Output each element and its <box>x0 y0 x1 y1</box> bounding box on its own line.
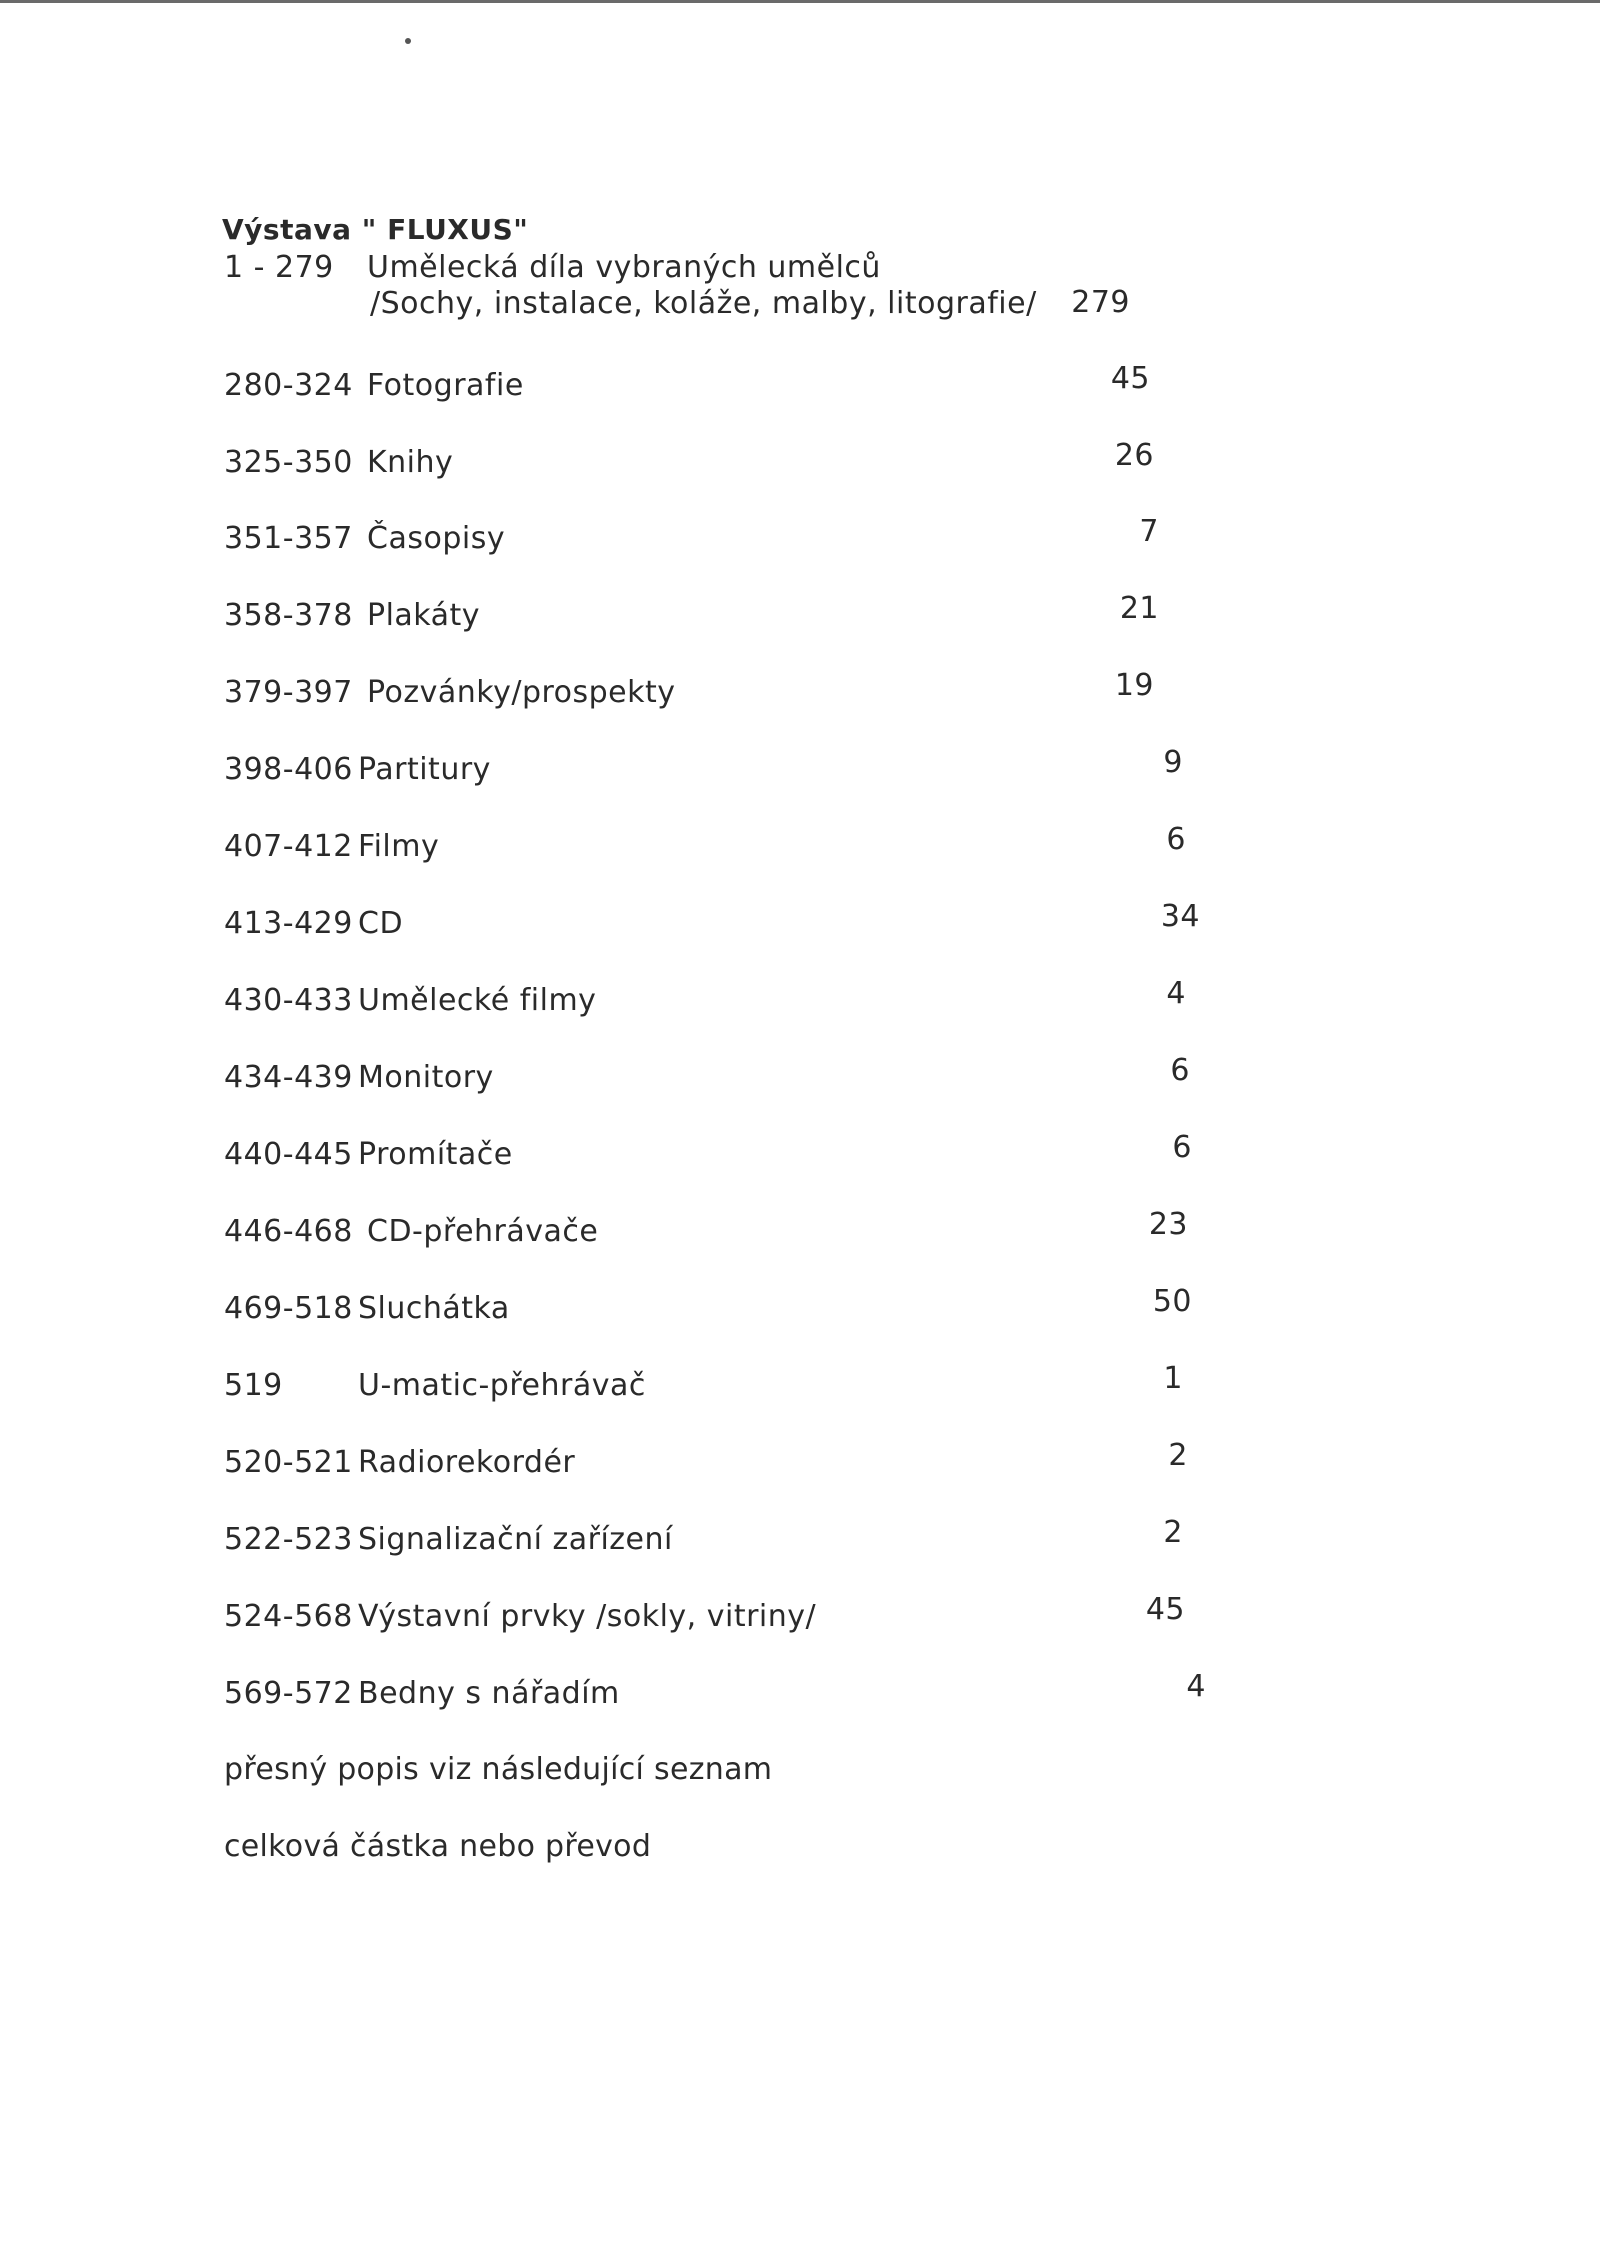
item-description: Promítače <box>358 1137 513 1172</box>
item-description: Fotografie <box>367 368 524 403</box>
item-description-detail: /Sochy, instalace, koláže, malby, litografie/ <box>370 286 1037 321</box>
item-description: Bedny s nářadím <box>358 1676 620 1711</box>
item-count: 6 <box>1166 822 1186 857</box>
document-title: Výstava " FLUXUS" <box>222 213 529 246</box>
item-count: 23 <box>1148 1207 1188 1242</box>
item-range: 469-518 <box>224 1291 353 1326</box>
item-count: 279 <box>1071 285 1130 320</box>
item-range: 520-521 <box>224 1445 353 1480</box>
item-count: 2 <box>1163 1515 1183 1550</box>
item-range: 446-468 <box>224 1214 353 1249</box>
item-description: Monitory <box>358 1060 494 1095</box>
item-count: 34 <box>1160 899 1200 934</box>
item-range: 519 <box>224 1368 283 1403</box>
item-description: Sluchátka <box>358 1291 510 1326</box>
item-description: CD <box>358 906 404 941</box>
item-range: 1 - 279 <box>224 250 334 285</box>
item-description: Signalizační zařízení <box>358 1522 673 1557</box>
scan-edge <box>0 0 1600 3</box>
item-range: 440-445 <box>224 1137 353 1172</box>
item-description: Knihy <box>367 445 454 480</box>
item-count: 7 <box>1139 514 1159 549</box>
item-range: 325-350 <box>224 445 353 480</box>
item-count: 19 <box>1114 668 1154 703</box>
item-range: 358-378 <box>224 598 353 633</box>
item-range: 398-406 <box>224 752 353 787</box>
item-count: 4 <box>1186 1669 1206 1704</box>
note-total: celková částka nebo převod <box>224 1829 652 1864</box>
item-description: Umělecké filmy <box>358 983 597 1018</box>
item-description: Radiorekordér <box>358 1445 576 1480</box>
item-range: 569-572 <box>224 1676 353 1711</box>
item-description: U-matic-přehrávač <box>358 1368 646 1403</box>
item-range: 430-433 <box>224 983 353 1018</box>
item-count: 2 <box>1168 1438 1188 1473</box>
item-range: 524-568 <box>224 1599 353 1634</box>
item-range: 413-429 <box>224 906 353 941</box>
item-count: 45 <box>1145 1592 1185 1627</box>
item-description: Časopisy <box>367 521 506 556</box>
item-count: 4 <box>1166 976 1186 1011</box>
item-range: 522-523 <box>224 1522 353 1557</box>
item-description: Partitury <box>358 752 491 787</box>
item-count: 50 <box>1152 1284 1192 1319</box>
item-range: 434-439 <box>224 1060 353 1095</box>
scan-dot <box>405 38 411 44</box>
item-count: 45 <box>1110 361 1150 396</box>
item-description: Filmy <box>358 829 440 864</box>
item-count: 6 <box>1172 1130 1192 1165</box>
item-count: 26 <box>1114 438 1154 473</box>
item-range: 280-324 <box>224 368 353 403</box>
item-range: 351-357 <box>224 521 353 556</box>
item-count: 1 <box>1163 1361 1183 1396</box>
item-count: 9 <box>1163 745 1183 780</box>
item-count: 6 <box>1170 1053 1190 1088</box>
item-description: Pozvánky/prospekty <box>367 675 676 710</box>
item-count: 21 <box>1119 591 1159 626</box>
item-description: CD-přehrávače <box>367 1214 599 1249</box>
item-range: 407-412 <box>224 829 353 864</box>
item-description: Umělecká díla vybraných umělců <box>367 250 881 285</box>
note-detail: přesný popis viz následující seznam <box>224 1752 773 1787</box>
item-range: 379-397 <box>224 675 353 710</box>
item-description: Plakáty <box>367 598 481 633</box>
item-description: Výstavní prvky /sokly, vitriny/ <box>358 1599 817 1634</box>
